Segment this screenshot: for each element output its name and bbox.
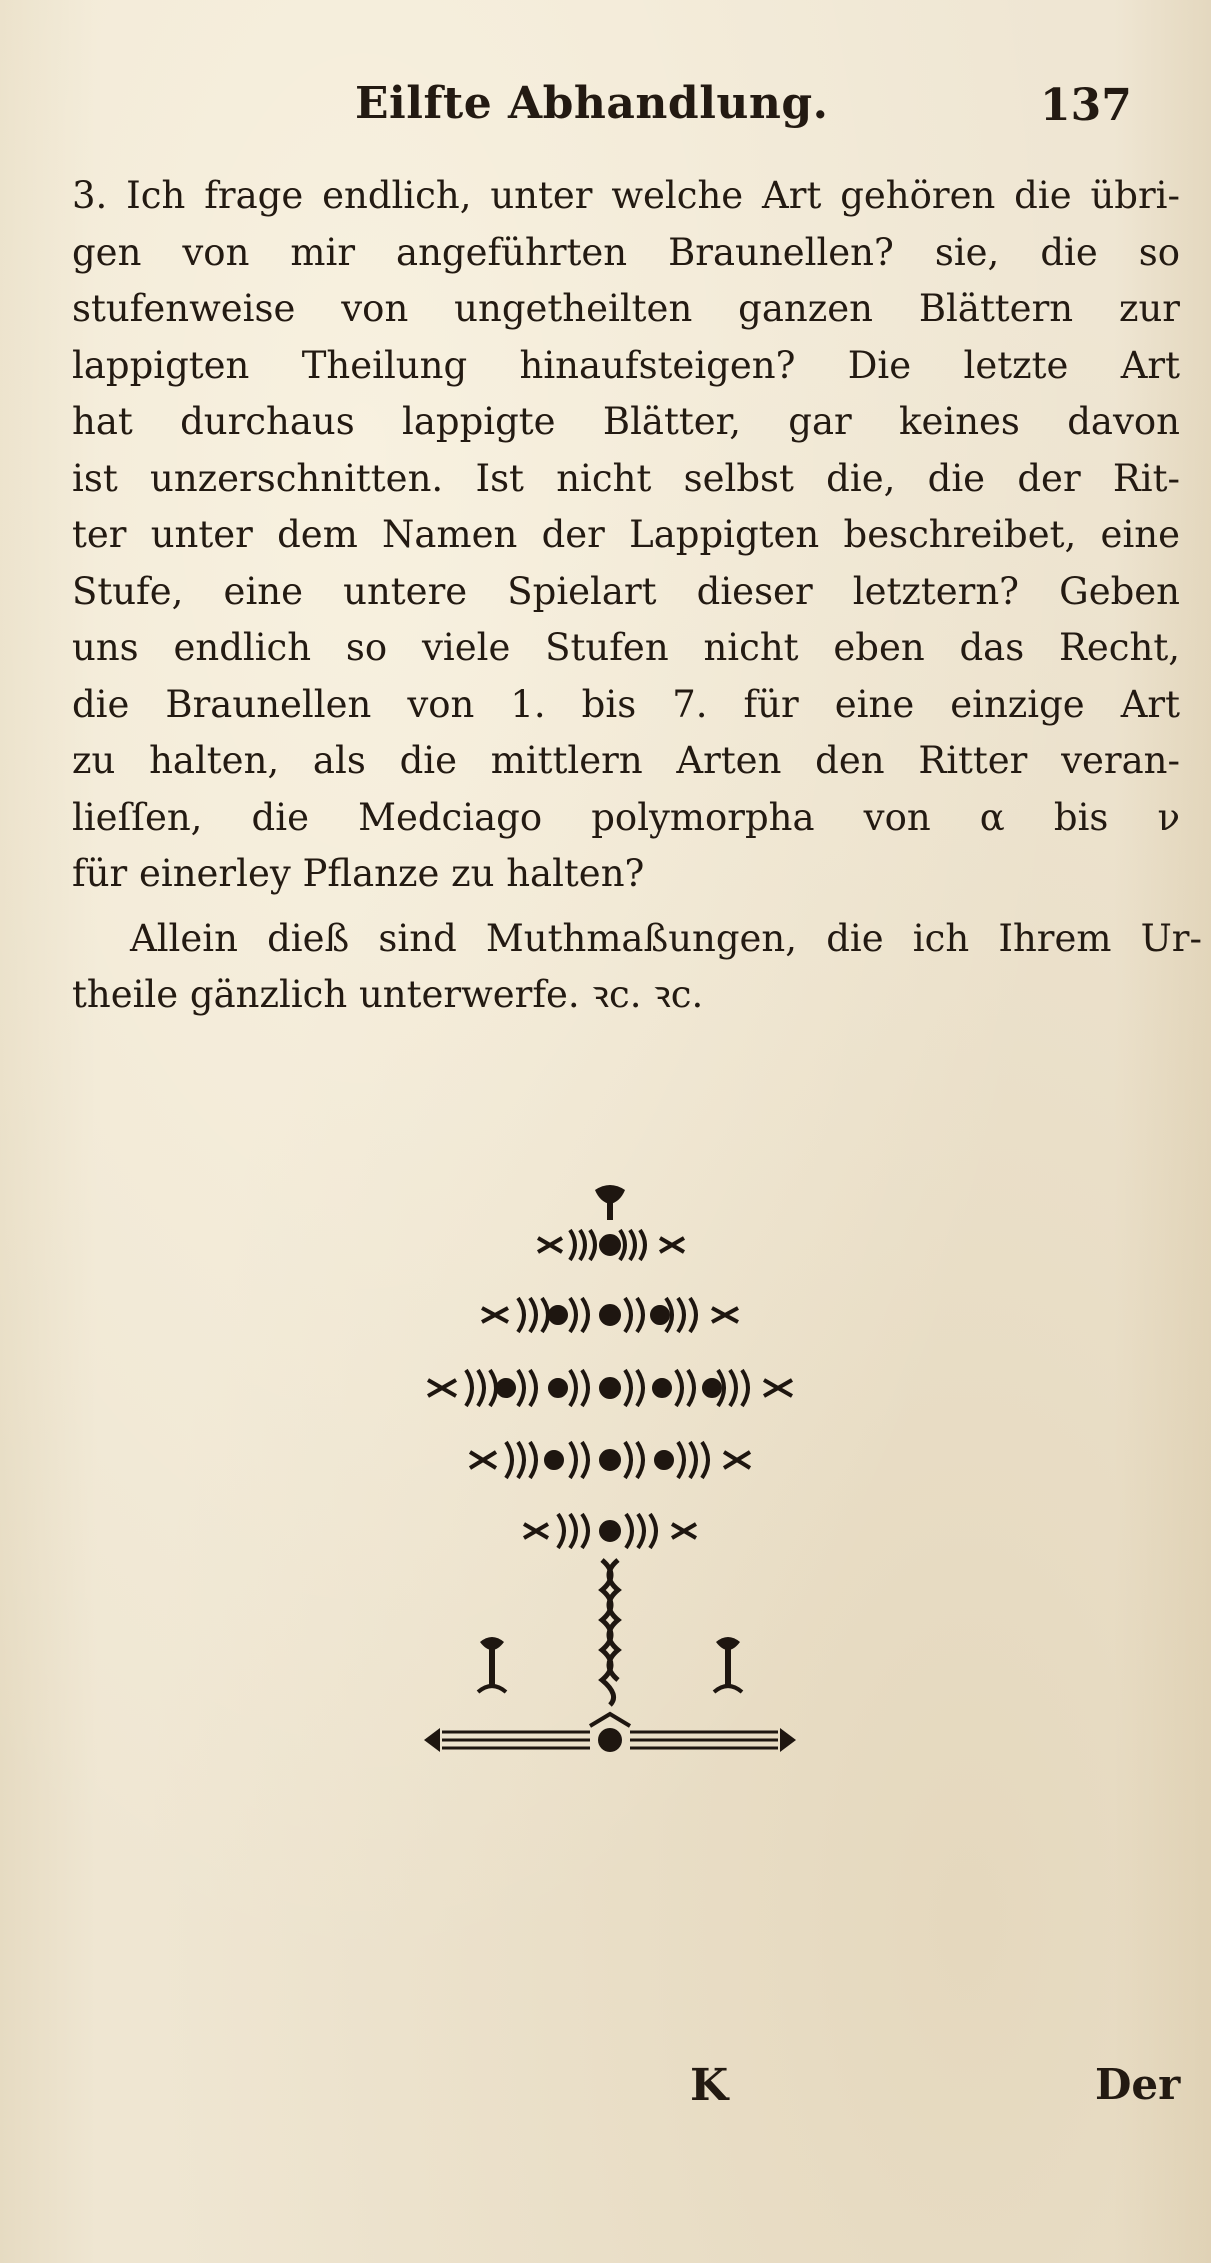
printer-ornament-icon — [420, 1180, 800, 1770]
ornament-row-2 — [482, 1298, 738, 1332]
text-line: ter unter dem Namen der Lappigten beschreibet, eine — [72, 513, 1180, 556]
running-title: Eilfte Abhandlung. — [355, 78, 829, 129]
paragraph-closing — [72, 911, 1202, 1024]
text-line: Allein dieß sind Muthmaßungen, die ich Ihrem Ur- — [130, 916, 1202, 960]
ornament-row-5 — [524, 1514, 696, 1548]
ornament-row-1 — [538, 1230, 684, 1260]
paragraph-3 — [72, 168, 1182, 903]
ornament-row-3 — [428, 1370, 792, 1406]
ornament-stem — [602, 1560, 618, 1705]
text-line: hat durchaus lappigte Blätter, gar keines davon — [72, 400, 1180, 443]
text-line: zu halten, als die mittlern Arten den Ritter veran- — [72, 739, 1180, 782]
text-line: lappigten Theilung hinaufsteigen? Die letzte Art — [72, 343, 1180, 387]
text-line: 3. Ich frage endlich, unter welche Art gehören die übri- — [72, 174, 1180, 217]
text-line: uns endlich so viele Stufen nicht eben das Recht, — [72, 626, 1180, 669]
page-number: 137 — [1040, 80, 1132, 131]
text-line: stufenweise von ungetheilten ganzen Blättern zur — [72, 287, 1180, 330]
text-line: lieſſen, die Medciago polymorpha von α bis ν — [72, 795, 1180, 839]
catchword: Der — [1095, 2060, 1181, 2109]
text-line: gen von mir angeführten Braunellen? sie, die so — [72, 230, 1180, 274]
body-text — [72, 168, 1202, 1024]
text-line: Stufe, eine untere Spielart dieser letztern? Geben — [72, 569, 1180, 613]
signature-mark: K — [690, 2060, 729, 2111]
ornament-row-4 — [470, 1442, 750, 1478]
text-line: theile gänzlich unterwerfe. ꝛc. ꝛc. — [72, 973, 704, 1016]
text-line: für einerley Pflanze zu halten? — [72, 852, 645, 895]
ornament-base — [424, 1714, 796, 1752]
text-line: ist unzerschnitten. Ist nicht selbst die, die der Rit- — [72, 456, 1180, 500]
text-line: die Braunellen von 1. bis 7. für eine einzige Art — [72, 682, 1180, 726]
ornament-finial — [595, 1185, 625, 1220]
